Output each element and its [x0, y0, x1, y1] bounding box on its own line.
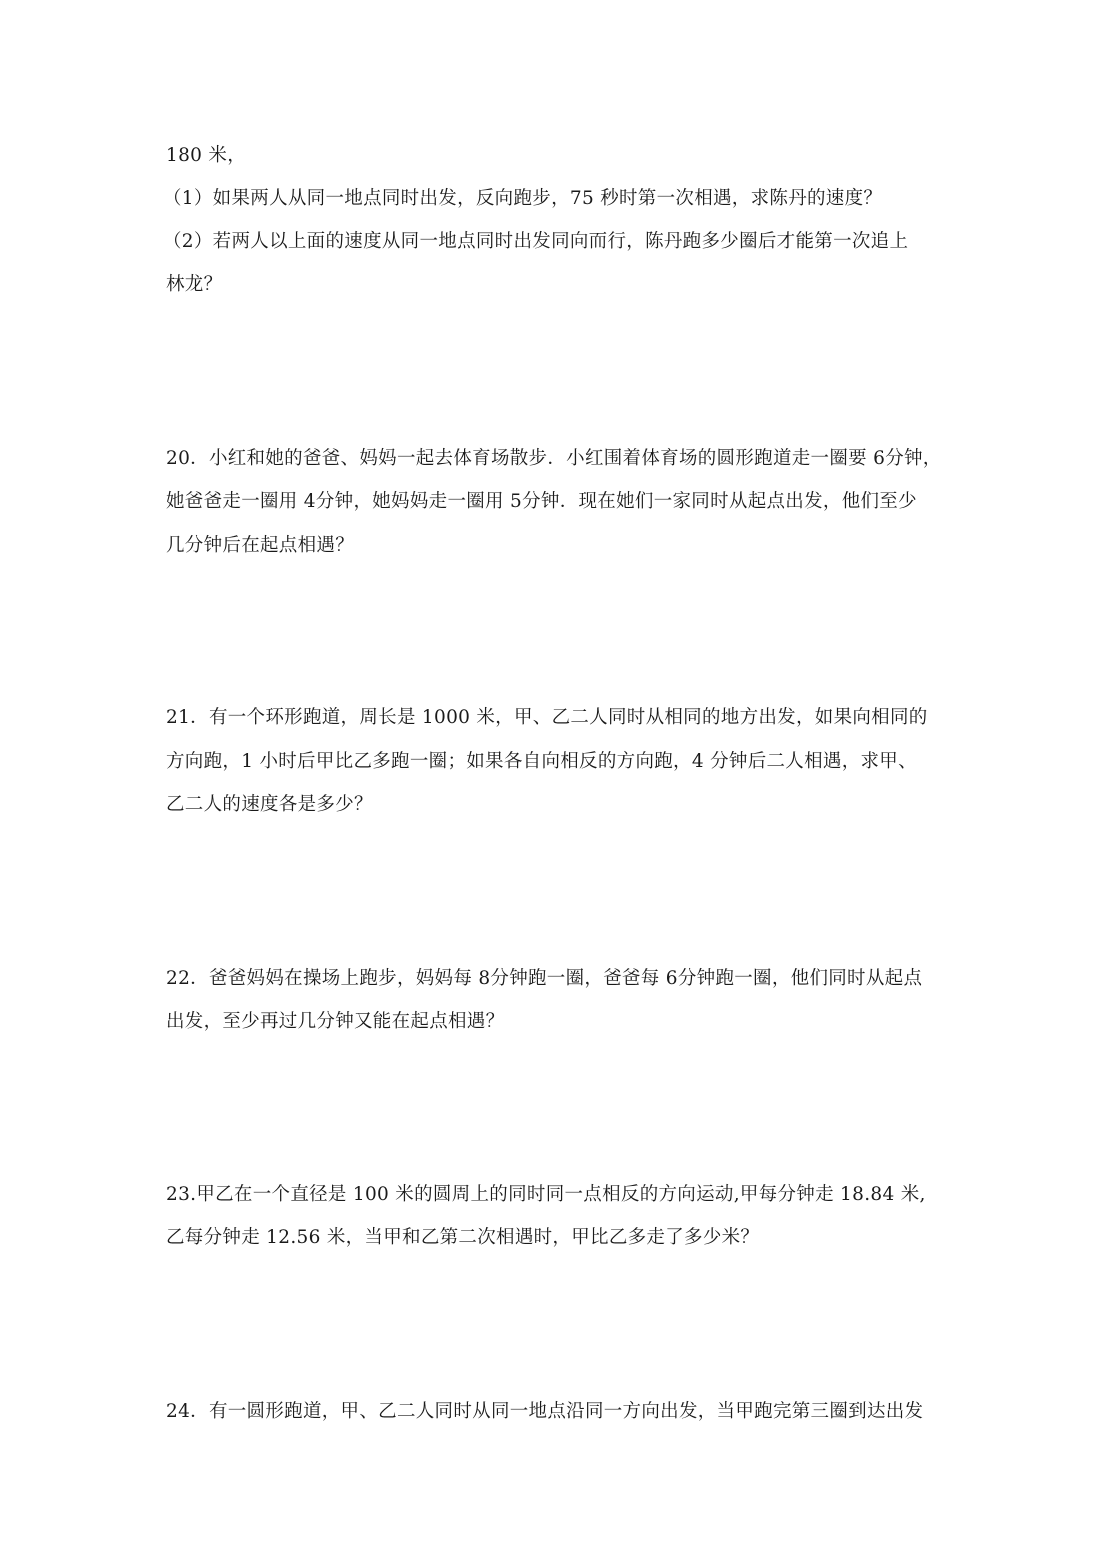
q19-part-2-line-2: 林龙？	[166, 274, 223, 295]
q22-line-1: 22．爸爸妈妈在操场上跑步，妈妈每 8分钟跑一圈，爸爸每 6分钟跑一圈，他们同时从起点	[166, 968, 923, 989]
q24-line-1: 24．有一圆形跑道，甲、乙二人同时从同一地点沿同一方向出发，当甲跑完第三圈到达出发	[166, 1401, 924, 1422]
q23-line-2: 乙每分钟走 12.56 米，当甲和乙第二次相遇时，甲比乙多走了多少米？	[166, 1227, 760, 1248]
q20-line-1: 20．小红和她的爸爸、妈妈一起去体育场散步．小红围着体育场的圆形跑道走一圈要 6分钟，	[166, 448, 942, 469]
q22-line-2: 出发，至少再过几分钟又能在起点相遇？	[166, 1011, 505, 1032]
q21-line-1: 21．有一个环形跑道，周长是 1000 米，甲、乙二人同时从相同的地方出发，如果向相同的	[166, 707, 928, 728]
q19-part-2-line-1: （2）若两人以上面的速度从同一地点同时出发同向而行，陈丹跑多少圈后才能第一次追上	[163, 231, 909, 252]
q21-line-2: 方向跑，1 小时后甲比乙多跑一圈；如果各自向相反的方向跑，4 分钟后二人相遇，求甲、	[166, 751, 917, 772]
q19-part-1: （1）如果两人从同一地点同时出发，反向跑步，75 秒时第一次相遇，求陈丹的速度？	[163, 188, 883, 209]
q21-line-3: 乙二人的速度各是多少？	[166, 794, 373, 815]
q20-line-3: 几分钟后在起点相遇？	[166, 535, 355, 556]
q20-line-2: 她爸爸走一圈用 4分钟，她妈妈走一圈用 5分钟．现在她们一家同时从起点出发，他们至少	[166, 491, 917, 512]
q23-line-1: 23.甲乙在一个直径是 100 米的圆周上的同时同一点相反的方向运动,甲每分钟走 18.84 米,	[166, 1184, 926, 1205]
q19-continuation-line: 180 米，	[166, 145, 246, 166]
